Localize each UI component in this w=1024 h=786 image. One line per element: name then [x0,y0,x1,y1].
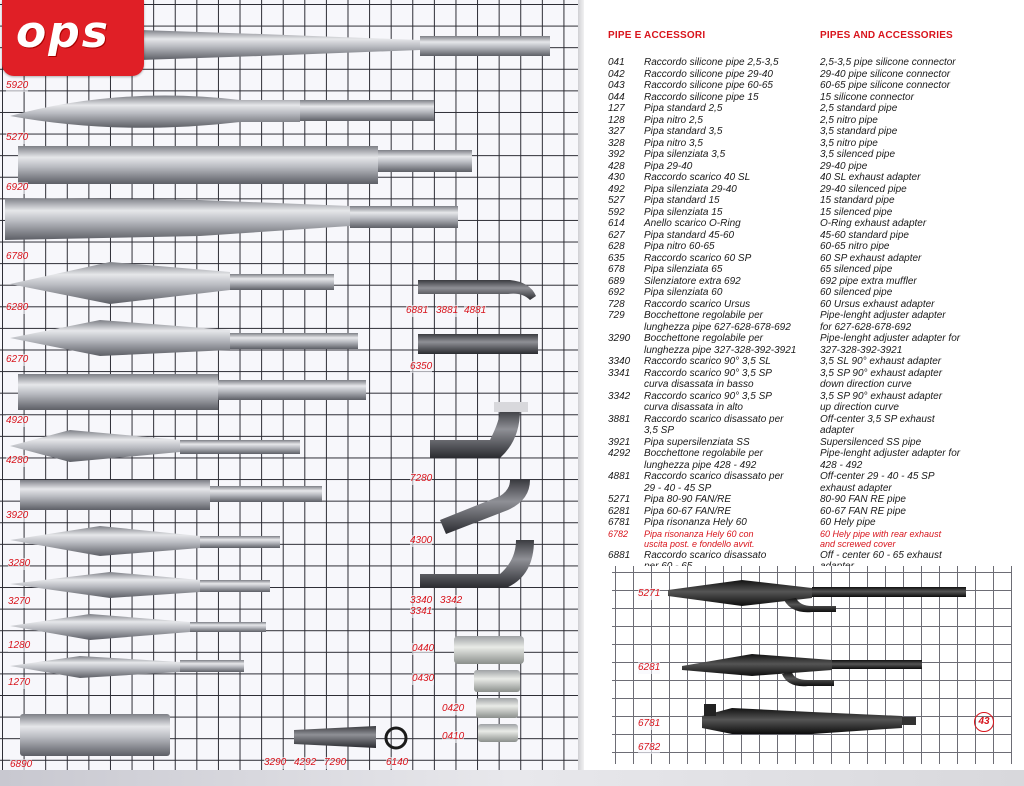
part-description-english: exhaust adapter [820,482,892,494]
photo-code-label: 6780 [6,251,29,262]
part-row-english [820,506,1020,518]
part-row-english [820,391,1020,414]
part-row-english [820,368,1020,391]
part-row [608,276,824,288]
part-row-english [820,333,1020,356]
part-row-english [820,184,1020,196]
photo-code-label: 1280 [8,640,31,651]
photo-code-label: 0410 [442,731,465,742]
photo-code-label: 5920 [6,80,29,91]
part-description-english: 3,5 SP 90° exhaust adapter [820,390,943,402]
part-row-english [820,299,1020,311]
part-description-english: 60 Hely pipe with rear exhaust [820,528,942,539]
part-description-english: Pipe-lenght adjuster adapter for [820,333,961,344]
part-row-english [820,115,1020,127]
header-italian: PIPE E ACCESSORI [608,30,706,41]
part-description-italian: Pipa standard 45-60 [644,229,735,241]
part-code: 328 [608,137,625,149]
part-description-italian: Anello scarico O-Ring [644,218,741,229]
part-row [608,264,824,276]
part-description-english: 428 - 492 [820,459,863,471]
part-description-italian: Raccordo scarico 60 SP [644,252,752,264]
part-code: 3341 [608,367,631,379]
part-row-english [820,161,1020,173]
part-row [608,310,824,333]
part-description-english: 3,5 nitro pipe [820,137,878,149]
part-description-english: 29-40 pipe silicone connector [820,68,951,80]
part-description-italian: Pipa nitro 2,5 [644,114,703,126]
part-description-english: 2,5 standard pipe [820,103,898,114]
photo-code-label: 4292 [294,757,317,768]
part-code: 5271 [608,494,631,505]
photo-code-label: 0420 [442,703,465,714]
part-code: 6782 [608,528,629,539]
part-row-english [820,149,1020,161]
part-description-italian: Bocchettone regolabile per [644,310,763,321]
photo-code-label: 1270 [8,677,31,688]
part-description-italian: Raccordo scarico disassato per [644,471,784,482]
part-code: 428 [608,160,625,172]
part-code: 3290 [608,333,631,344]
photo-code-label: 3280 [8,558,31,569]
part-description-english: 2,5 nitro pipe [820,114,878,126]
part-row [608,414,824,437]
part-description-english: Supersilenced SS pipe [820,436,922,448]
part-code: 043 [608,80,625,91]
part-description-italian: Pipa silenziata 3,5 [644,149,726,160]
part-description-english: up direction curve [820,402,899,413]
photo-code-label: 3920 [6,510,29,521]
italian-parts-list [608,57,824,573]
photo-code-label: 3340 [410,595,433,606]
part-row [608,207,824,219]
part-description-italian: lunghezza pipe 327-328-392-3921 [644,344,797,356]
part-description-italian: 3,5 SP [644,425,675,436]
part-code: 635 [608,252,625,264]
part-row [608,333,824,356]
part-code: 592 [608,206,625,218]
part-row-english [820,253,1020,265]
part-row-english [820,287,1020,299]
part-row [608,184,824,196]
photo-code-label: 6881 [406,305,429,316]
part-row-english [820,241,1020,253]
part-code: 3881 [608,413,631,425]
photo-code-label: 3342 [440,595,463,606]
part-row [608,448,824,471]
part-code: 6781 [608,517,631,528]
part-description-italian: lunghezza pipe 627-628-678-692 [644,321,791,333]
part-description-italian: Pipa standard 2,5 [644,103,723,114]
part-code: 628 [608,241,625,252]
part-row-english [820,172,1020,184]
part-description-italian: Bocchettone regolabile per [644,333,763,344]
part-code: 4881 [608,471,631,482]
part-row-english [820,310,1020,333]
photo-code-label: 6140 [386,757,409,768]
photo-code-label: 4920 [6,415,29,426]
part-description-italian: Raccordo silicone pipe 60-65 [644,80,773,91]
photo-code-label: 0440 [412,643,435,654]
part-description-italian: Pipa 29-40 [644,160,693,172]
part-description-italian: Pipa nitro 60-65 [644,241,715,252]
part-description-italian: Bocchettone regolabile per [644,448,763,459]
part-description-english: 80-90 FAN RE pipe [820,494,906,505]
photo-code-label: 6280 [6,302,29,313]
right-page [584,0,1024,786]
part-description-italian: Raccordo silicone pipe 2,5-3,5 [644,57,779,68]
photo-code-label: 4300 [410,535,433,546]
inset-code-label: 6281 [638,662,661,673]
fan-pipes-photo [612,566,1012,764]
part-description-italian: Raccordo scarico disassato per [644,413,784,425]
photo-code-label: 6350 [410,361,433,372]
part-description-english: 40 SL exhaust adapter [820,172,921,183]
part-row [608,494,824,506]
part-code: 392 [608,149,625,160]
part-code: 430 [608,172,625,183]
part-description-italian: lunghezza pipe 428 - 492 [644,459,757,471]
part-description-english: and screwed cover [820,539,896,549]
part-description-english: 15 silicone connector [820,91,914,103]
photo-code-label: 3290 [264,757,287,768]
part-row-english [820,138,1020,150]
part-row [608,506,824,518]
part-description-italian: uscita post. e fondello avvit. [644,539,755,549]
part-row-english [820,92,1020,104]
part-description-italian: Raccordo silicone pipe 15 [644,91,759,103]
photo-code-label: 6270 [6,354,29,365]
part-code: 042 [608,68,625,80]
part-row-english [820,207,1020,219]
part-description-english: 60-65 nitro pipe [820,241,890,252]
part-row [608,172,824,184]
part-row [608,287,824,299]
part-description-italian: Raccordo scarico 40 SL [644,172,751,183]
fan-pipes-image [612,566,1012,764]
photo-code-label: 6890 [10,759,33,770]
photo-code-label: 4280 [6,455,29,466]
part-description-english: 29-40 pipe [820,160,868,172]
part-description-english: Off-center 29 - 40 - 45 SP [820,471,935,482]
part-description-english: 60 silenced pipe [820,287,893,298]
part-description-english: 60 Hely pipe [820,517,876,528]
part-row [608,92,824,104]
part-description-italian: Pipa supersilenziata SS [644,436,750,448]
ops-logo [2,0,144,76]
part-code: 127 [608,103,625,114]
part-code: 627 [608,229,625,241]
part-description-italian: Pipa 80-90 FAN/RE [644,494,732,505]
part-row [608,241,824,253]
page-bottom-edge [0,770,1024,786]
part-row-english [820,448,1020,471]
part-description-italian: Raccordo scarico 90° 3,5 SP [644,367,772,379]
part-row-english [820,80,1020,92]
part-row [608,368,824,391]
inset-code-label: 6781 [638,718,661,729]
part-description-italian: 29 - 40 - 45 SP [644,482,712,494]
part-row [608,299,824,311]
inset-code-label: 5271 [638,588,661,599]
part-row [608,517,824,529]
part-description-english: 3,5 standard pipe [820,126,898,137]
photo-code-label: 7290 [324,757,347,768]
photo-code-label: 0430 [412,673,435,684]
part-row [608,437,824,449]
part-row [608,391,824,414]
part-row [608,57,824,69]
part-row-english [820,414,1020,437]
part-row-english [820,126,1020,138]
part-description-italian: Pipa silenziata 29-40 [644,183,737,195]
part-row [608,195,824,207]
part-description-italian: Pipa standard 15 [644,195,720,206]
part-description-english: 327-328-392-3921 [820,344,903,356]
part-row [608,356,824,368]
photo-code-label: 3270 [8,596,31,607]
part-description-english: 3,5 SL 90° exhaust adapter [820,356,942,367]
part-description-english: 692 pipe extra muffler [820,275,917,287]
part-description-english: adapter [820,425,854,436]
inset-code-label: 6782 [638,742,661,753]
part-description-italian: Pipa silenziata 15 [644,206,723,218]
part-description-english: 15 silenced pipe [820,206,893,218]
part-row-english [820,195,1020,207]
photo-code-label: 6920 [6,182,29,193]
part-description-english: 60-67 FAN RE pipe [820,505,906,517]
part-description-english: 2,5-3,5 pipe silicone connector [820,57,956,68]
part-code: 3921 [608,436,631,448]
part-description-english: 29-40 silenced pipe [820,183,907,195]
english-parts-list [820,57,1020,573]
part-row [608,126,824,138]
part-description-english: for 627-628-678-692 [820,321,912,333]
part-code: 6281 [608,505,631,517]
part-code: 492 [608,183,625,195]
part-description-italian: curva disassata in basso [644,379,754,390]
part-row-english [820,494,1020,506]
part-description-english: 60 SP exhaust adapter [820,252,922,264]
part-description-italian: Raccordo scarico 90° 3,5 SP [644,390,772,402]
part-code: 6881 [608,549,631,561]
part-code: 678 [608,264,625,275]
part-description-italian: Raccordo scarico 90° 3,5 SL [644,356,771,367]
photo-code-label: 7280 [410,473,433,484]
part-row-english [820,471,1020,494]
part-description-italian: Pipa silenziata 65 [644,264,723,275]
part-row [608,230,824,242]
part-row-english [820,218,1020,230]
part-row [608,69,824,81]
part-row-english [820,437,1020,449]
part-row [608,103,824,115]
part-row-english [820,230,1020,242]
part-code: 729 [608,310,625,321]
part-row-english [820,529,1020,550]
part-description-italian: Pipa silenziata 60 [644,287,723,298]
part-description-english: 60 Ursus exhaust adapter [820,298,935,310]
part-code: 689 [608,275,625,287]
part-code: 041 [608,57,625,68]
photo-code-label: 3881 [436,305,459,316]
part-code: 327 [608,126,625,137]
part-description-italian: Raccordo scarico Ursus [644,298,751,310]
part-description-english: Pipe-lenght adjuster adapter [820,310,946,321]
part-row-english [820,517,1020,529]
part-row-english [820,264,1020,276]
part-description-english: 65 silenced pipe [820,264,893,275]
part-description-italian: Pipa 60-67 FAN/RE [644,505,732,517]
photo-code-label: 3341 [410,606,433,617]
part-description-english: 3,5 SP 90° exhaust adapter [820,367,943,379]
part-description-english: Pipe-lenght adjuster adapter for [820,448,961,459]
part-description-italian: Pipa standard 3,5 [644,126,723,137]
part-row-english [820,356,1020,368]
part-row [608,529,824,550]
logo-text: ops [16,7,110,58]
part-description-italian: curva disassata in alto [644,402,743,413]
part-description-english: 60-65 pipe silicone connector [820,80,951,91]
part-row [608,115,824,127]
part-code: 4292 [608,448,631,459]
part-row [608,253,824,265]
part-description-italian: Silenziatore extra 692 [644,275,741,287]
page-number: 43 [974,712,994,732]
part-code: 527 [608,195,625,206]
part-row-english [820,57,1020,69]
part-description-italian: Pipa nitro 3,5 [644,137,703,149]
part-row-english [820,69,1020,81]
part-description-english: O-Ring exhaust adapter [820,218,927,229]
part-code: 044 [608,91,625,103]
part-row [608,471,824,494]
part-row [608,138,824,150]
part-row [608,218,824,230]
part-description-italian: Raccordo silicone pipe 29-40 [644,68,773,80]
part-description-english: down direction curve [820,379,912,390]
part-description-english: Off-center 3,5 SP exhaust [820,413,935,425]
part-code: 3342 [608,390,631,402]
photo-code-label: 4881 [464,305,487,316]
part-description-english: Off - center 60 - 65 exhaust [820,549,942,561]
header-english: PIPES AND ACCESSORIES [820,30,953,41]
part-code: 692 [608,287,625,298]
part-description-english: 15 standard pipe [820,195,895,206]
part-row-english [820,103,1020,115]
part-code: 728 [608,298,625,310]
part-row [608,161,824,173]
part-description-english: 45-60 standard pipe [820,229,909,241]
part-code: 3340 [608,356,631,367]
part-row-english [820,276,1020,288]
part-row [608,149,824,161]
part-description-italian: Pipa risonanza Hely 60 [644,517,747,528]
part-description-english: 3,5 silenced pipe [820,149,896,160]
part-description-italian: Pipa risonanza Hely 60 con [644,528,754,539]
part-code: 614 [608,218,625,229]
part-row [608,80,824,92]
part-description-italian: Raccordo scarico disassato [644,549,767,561]
part-code: 128 [608,114,625,126]
photo-code-label: 5270 [6,132,29,143]
